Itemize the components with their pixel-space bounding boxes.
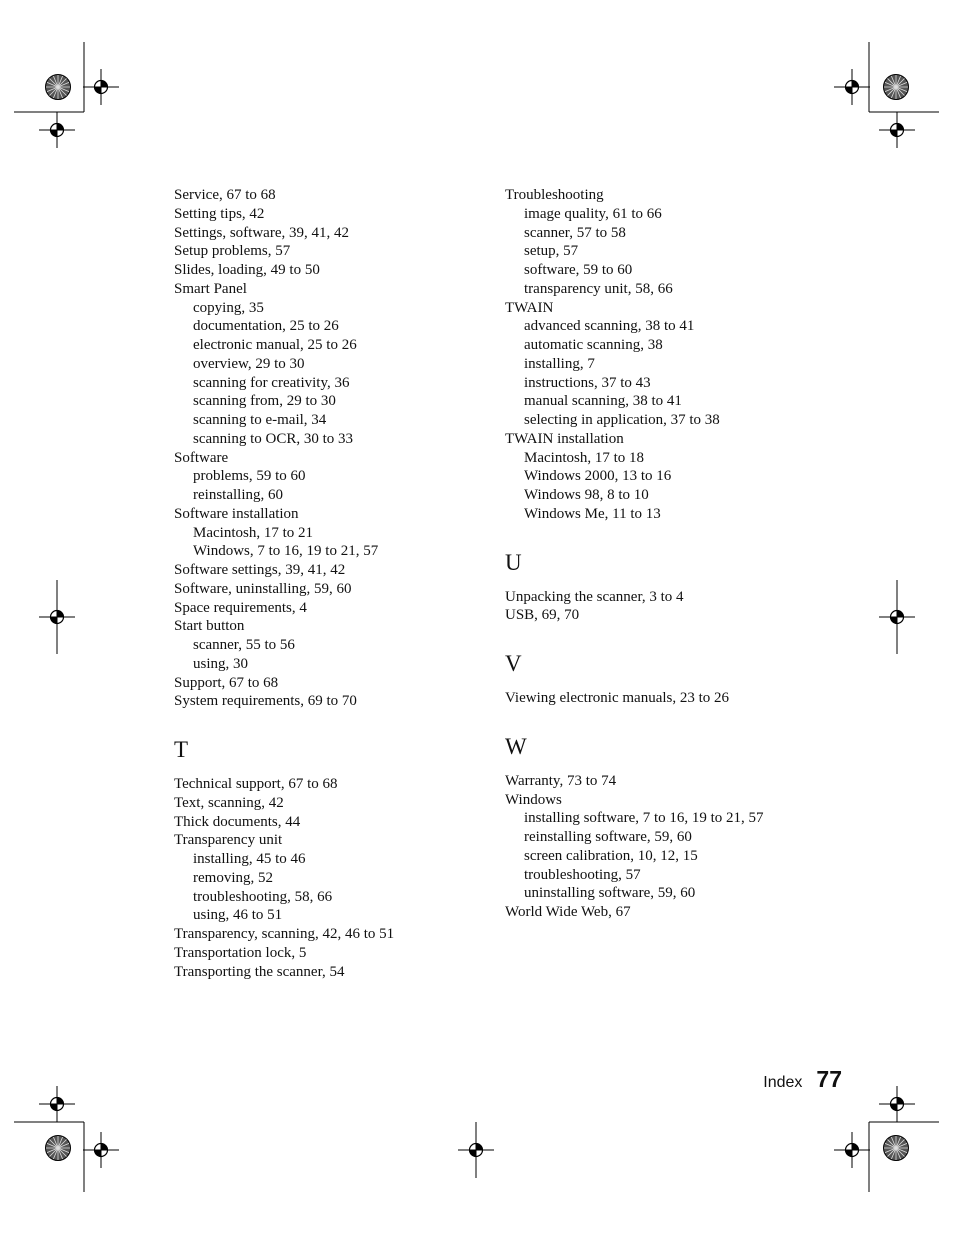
index-entry: Unpacking the scanner, 3 to 4 [505,588,684,605]
index-subentry: using, 30 [193,655,249,672]
index-entry: Technical support, 67 to 68 [174,776,338,792]
index-subentry: scanning to OCR, 30 to 33 [193,430,353,447]
index-entry: Troubleshooting [505,187,604,203]
index-entry: World Wide Web, 67 [505,904,631,920]
index-entry: Slides, loading, 49 to 50 [174,262,320,278]
index-entry: Windows [505,791,562,808]
index-subentry: screen calibration, 10, 12, 15 [524,847,698,864]
index-subentry: Windows 98, 8 to 10 [524,487,649,503]
index-subentry: troubleshooting, 58, 66 [193,888,333,905]
index-subentry: reinstalling software, 59, 60 [524,829,692,845]
index-subentry: advanced scanning, 38 to 41 [524,318,695,335]
index-subentry: scanning from, 29 to 30 [193,393,336,410]
footer-section-label: Index [763,1074,803,1091]
index-subentry: Windows, 7 to 16, 19 to 21, 57 [193,543,379,560]
index-entry: Space requirements, 4 [174,599,307,616]
index-column-left [174,186,474,981]
index-entry: Software settings, 39, 41, 42 [174,562,346,578]
page-number: 77 [816,1066,842,1092]
index-entry: Settings, software, 39, 41, 42 [174,224,349,241]
index-entry: Service, 67 to 68 [174,187,276,203]
index-subentry: scanning for creativity, 36 [193,374,350,391]
index-entry: Viewing electronic manuals, 23 to 26 [505,690,730,706]
index-subentry: documentation, 25 to 26 [193,318,339,335]
index-subentry: using, 46 to 51 [193,907,283,924]
index-subentry: troubleshooting, 57 [524,866,641,883]
index-subentry: scanner, 57 to 58 [524,224,626,241]
index-letter-heading: W [505,733,527,759]
index-entry: Warranty, 73 to 74 [505,772,617,789]
index-subentry: setup, 57 [524,243,579,260]
index-subentry: Windows Me, 11 to 13 [524,505,661,522]
index-subentry: scanning to e-mail, 34 [193,412,327,428]
index-subentry: electronic manual, 25 to 26 [193,337,357,353]
index-subentry: overview, 29 to 30 [193,355,305,372]
page-footer [763,1066,842,1093]
index-subentry: installing, 45 to 46 [193,851,306,867]
index-entry: System requirements, 69 to 70 [174,693,357,710]
index-subentry: problems, 59 to 60 [193,468,306,485]
index-subentry: installing software, 7 to 16, 19 to 21, 57 [524,810,764,827]
index-letter-heading: U [505,549,522,575]
index-entry: Transparency, scanning, 42, 46 to 51 [174,926,395,942]
index-letter-heading: V [505,651,522,676]
index-subentry: scanner, 55 to 56 [193,637,295,653]
index-subentry: automatic scanning, 38 [524,337,663,353]
index-subentry: reinstalling, 60 [193,487,283,503]
index-subentry: transparency unit, 58, 66 [524,280,673,297]
index-subentry: software, 59 to 60 [524,262,633,278]
index-column-right [505,186,835,922]
index-subentry: Windows 2000, 13 to 16 [524,468,672,485]
index-letter-heading: T [174,737,189,762]
index-subentry: removing, 52 [193,869,273,886]
index-subentry: manual scanning, 38 to 41 [524,393,682,410]
index-subentry: Macintosh, 17 to 21 [193,524,313,541]
index-entry: Start button [174,618,245,635]
index-entry: Software [174,449,229,466]
index-entry: TWAIN installation [505,430,624,447]
index-entry: Thick documents, 44 [174,813,301,830]
index-subentry: image quality, 61 to 66 [524,205,662,222]
index-entry: Software installation [174,505,299,522]
index-entry: Transportation lock, 5 [174,944,307,961]
index-entry: Smart Panel [174,280,247,297]
index-subentry: instructions, 37 to 43 [524,374,651,391]
index-entry: Text, scanning, 42 [174,794,284,811]
index-subentry: copying, 35 [193,299,264,316]
index-entry: Transporting the scanner, 54 [174,963,345,980]
index-entry: Software, uninstalling, 59, 60 [174,580,352,597]
index-entry: USB, 69, 70 [505,607,580,624]
index-entry: Setting tips, 42 [174,205,265,222]
index-entry: Transparency unit [174,832,283,849]
index-entry: TWAIN [505,299,554,316]
index-subentry: Macintosh, 17 to 18 [524,449,644,466]
index-entry: Support, 67 to 68 [174,674,279,691]
index-subentry: installing, 7 [524,355,595,372]
index-subentry: selecting in application, 37 to 38 [524,412,720,428]
index-entry: Setup problems, 57 [174,243,291,260]
index-subentry: uninstalling software, 59, 60 [524,885,696,902]
